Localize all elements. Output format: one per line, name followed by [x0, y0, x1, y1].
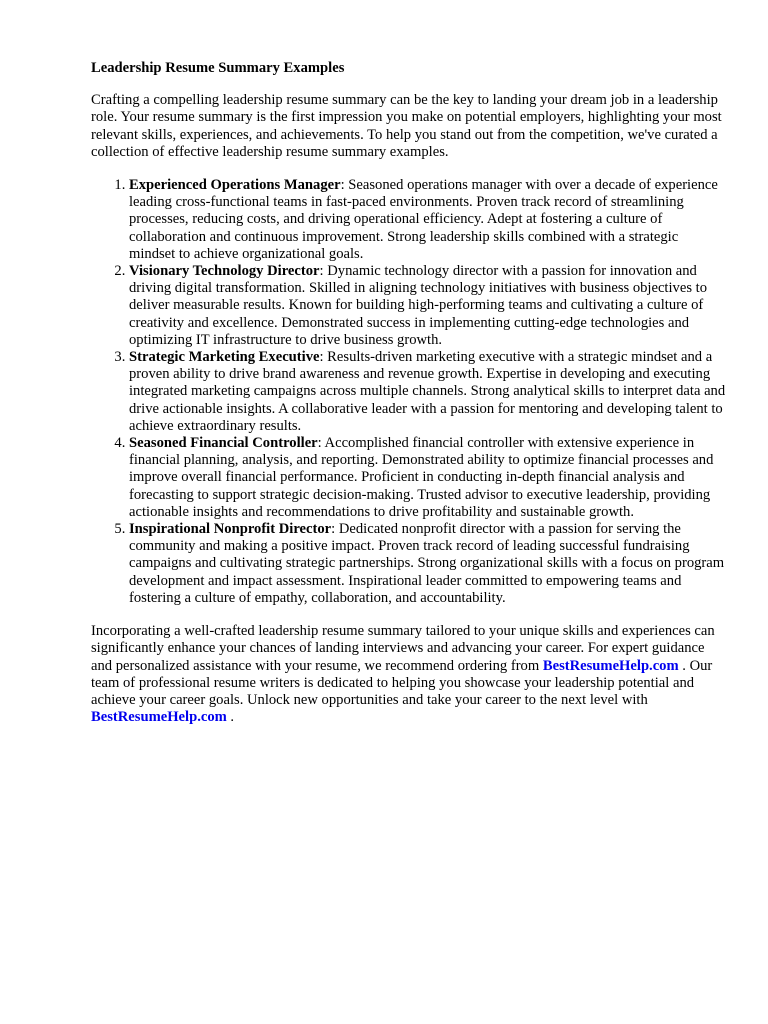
list-item [129, 177, 727, 263]
page-title: Leadership Resume Summary Examples [91, 60, 345, 76]
example-heading: Seasoned Financial Controller [129, 435, 318, 452]
intro-paragraph: Crafting a compelling leadership resume summary can be the key to landing your dream job in a leadership role. Your resume summary is the first impression you make on potential employers, highlighting your most relevant skills, experiences, and achievements. To help you stand out from the competition, we've curated a collection of effective leadership resume summary examples. [91, 92, 722, 160]
closing-text-1: Incorporating a well-crafted leadership resume summary tailored to your unique skills and experiences can significantly enhance your chances of landing interviews and advancing your career. For expert guidance and personalized assistance with your resume, we recommend ordering from [91, 623, 715, 674]
example-text: : Accomplished financial controller with extensive experience in financial planning, analysis, and reporting. Demonstrated ability to optimize financial processes and improve overall financial performance. Proficient in conducting in-depth financial analysis and forecasting to support strategic decision-making. Trusted advisor to executive leadership, providing actionable insights and recommendations to drive profitability and sustainable growth. [129, 435, 714, 520]
closing-paragraph [91, 623, 727, 726]
list-item [129, 435, 727, 521]
example-text: : Dedicated nonprofit director with a passion for serving the community and making a positive impact. Proven track record of leading successful fundraising campaigns and cultivating strategic partnerships. Strong organizational skills with a focus on program development and impact assessment. Inspirational leader committed to empowering teams and fostering a culture of empathy, collaboration, and accountability. [129, 521, 725, 606]
list-item [129, 263, 727, 349]
example-heading: Inspirational Nonprofit Director [129, 521, 332, 538]
example-text: : Seasoned operations manager with over a decade of experience leading cross-functional teams in fast-paced environments. Proven track record of streamlining processes, reducing costs, and driving operational efficiency. Adept at fostering a culture of collaboration and continuous improvement. Strong leadership skills combined with a strategic mindset to achieve organizational goals. [129, 177, 718, 262]
example-text: : Dynamic technology director with a passion for innovation and driving digital transformation. Skilled in aligning technology initiatives with business objectives to deliver measurable results. Known for building high-performing teams and cultivating a culture of creativity and excellence. Demonstrated success in implementing cutting-edge technologies and optimizing IT infrastructure to drive business growth. [129, 263, 707, 348]
example-text: : Results-driven marketing executive with a strategic mindset and a proven ability to drive brand awareness and revenue growth. Expertise in developing and executing integrated marketing campaigns across multiple channels. Strong analytical skills to interpret data and drive actionable insights. A collaborative leader with a passion for mentoring and developing talent to achieve extraordinary results. [129, 349, 726, 434]
closing-text-3: . [226, 709, 235, 726]
list-item [129, 349, 727, 435]
bestresumehelp-link-2[interactable]: BestResumeHelp.com [91, 709, 227, 726]
example-heading: Strategic Marketing Executive [129, 349, 320, 366]
example-heading: Experienced Operations Manager [129, 177, 341, 194]
document-page [91, 60, 727, 726]
closing-text-2: . Our team of professional resume writers is dedicated to helping you showcase your leadership potential and achieve your career goals. Unlock new opportunities and take your career to the next level with [91, 657, 713, 708]
example-heading: Visionary Technology Director [129, 263, 320, 280]
bestresumehelp-link-1[interactable]: BestResumeHelp.com [542, 657, 679, 674]
list-item [129, 521, 727, 607]
examples-list [91, 177, 727, 607]
